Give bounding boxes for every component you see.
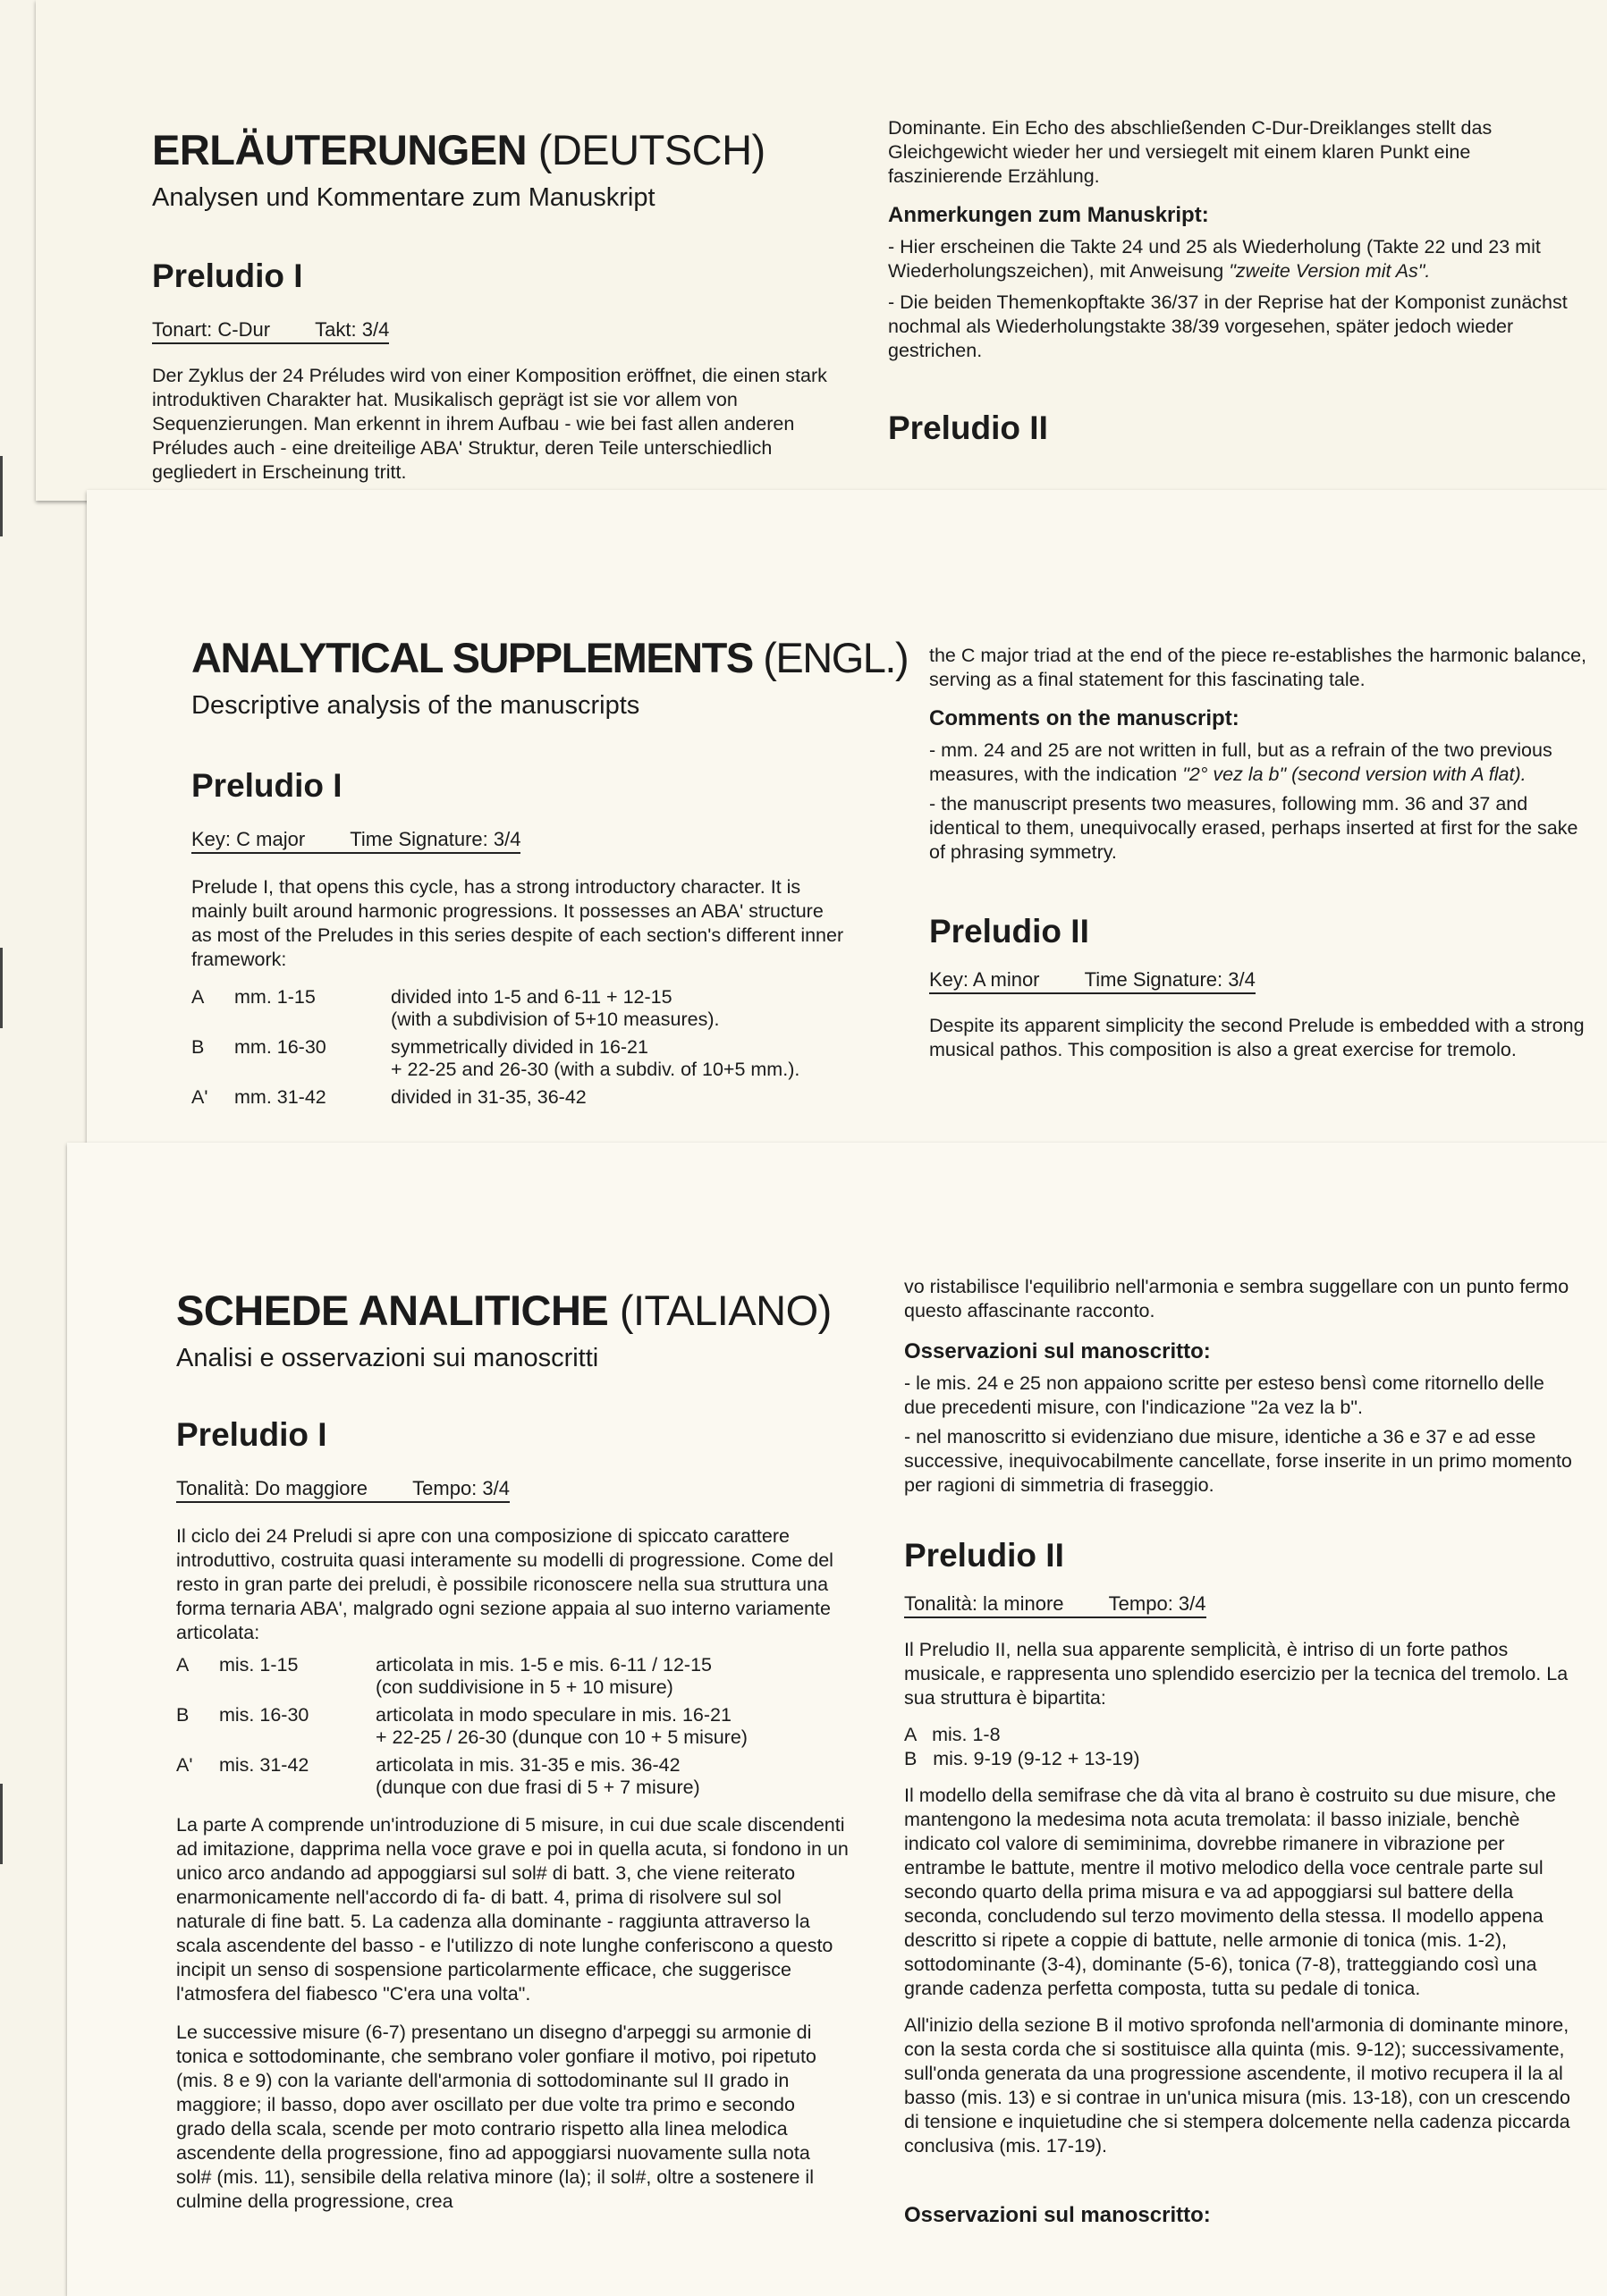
german-note-1-emphasis: "zweite Version mit As". <box>1229 260 1431 282</box>
english-right-paragraph: the C major triad at the end of the piece re-establishes the harmonic balance, serving as a final statement for this fascinating tale. <box>929 645 1586 690</box>
italian-section-desc <box>376 1754 849 1799</box>
english-prelude2-heading: Preludio II <box>929 913 1089 950</box>
italian-section-desc-line2: (dunque con due frasi di 5 + 7 misure) <box>376 1777 700 1798</box>
english-section-label: A' <box>191 1086 208 1108</box>
italian-prelude2-paragraph-2: Il modello della semifrase che dà vita al brano è costruito su due misure, che mantengono la medesima nota acuta tremolata: il basso iniziale, benchè indicato col valore di semiminima, dovrebbe rimanere in vibrazione per entrambe le battute, mentre il motivo melodico della voce centrale parte sul secondo quarto della prima misura e va ad appoggiarsi sul battere della seconda, concludendo sul terzo movimento della stessa. Il modello appena descritto si ripete a coppie di battute, nelle armonie di tonica (mis. 1-2), sottodominante (3-4), dominante (5-6), tonica (7-8), tratteggiando così una grande cadenza perfetta composta, tutta su pedale di tonica. <box>904 1785 1556 1999</box>
italian-section-measures: mis. 16-30 <box>219 1704 309 1726</box>
italian-prelude2-heading: Preludio II <box>904 1537 1064 1574</box>
italian-section-label: A' <box>176 1754 193 1776</box>
english-title-lang: (ENGL.) <box>763 634 909 681</box>
italian-time2: Tempo: 3/4 <box>1108 1592 1206 1615</box>
english-key: Key: C major <box>191 828 306 850</box>
german-note-1 <box>888 235 1590 283</box>
italian-right-column <box>904 1275 1577 2228</box>
german-note-2: - Die beiden Themenkopftakte 36/37 in der Reprise hat der Komponist zunächst nochmal als Wiederholungstakte 38/39 vorgesehen, später jedoch wieder gestrichen. <box>888 291 1568 361</box>
english-intro-paragraph: Prelude I, that opens this cycle, has a strong introductory character. It is mainly built around harmonic progressions. It possesses an ABA' structure as most of the Preludes in this series despite of each section's different inner framework: <box>191 876 844 970</box>
english-section-desc-line2: + 22-25 and 26-30 (with a subdiv. of 10+5 mm.). <box>391 1059 800 1080</box>
english-key2: Key: A minor <box>929 968 1040 991</box>
italian-section-desc <box>376 1704 849 1749</box>
binding-mark <box>0 948 3 1028</box>
english-comment-1-emphasis: "2° vez la b" (second version with A flat). <box>1182 764 1527 785</box>
english-time2: Time Signature: 3/4 <box>1084 968 1256 991</box>
english-section-row <box>191 1036 849 1081</box>
italian-title-lang: (ITALIANO) <box>619 1287 832 1334</box>
english-section-desc-line2: (with a subdivision of 5+10 measures). <box>391 1009 720 1030</box>
italian-section-label: B <box>176 1704 190 1726</box>
italian-obs-1: - le mis. 24 e 25 non appaiono scritte per esteso bensì come ritornello delle due precedenti misure, con l'indicazione "2a vez la b". <box>904 1372 1544 1418</box>
english-section-desc <box>391 1036 849 1081</box>
italian-section-label: A <box>176 1654 190 1676</box>
english-left-column <box>191 633 909 1109</box>
german-notes-heading: Anmerkungen zum Manuskript: <box>888 203 1209 227</box>
italian-subtitle: Analisi e osservazioni sui manoscritti <box>176 1344 599 1372</box>
english-section-measures: mm. 16-30 <box>234 1036 326 1058</box>
english-section-measures: mm. 1-15 <box>234 986 316 1008</box>
english-section-measures: mm. 31-42 <box>234 1086 326 1108</box>
italian-section-desc <box>376 1654 849 1699</box>
german-right-column <box>888 116 1590 447</box>
italian-section-desc-line1: articolata in mis. 1-5 e mis. 6-11 / 12-15 <box>376 1654 713 1676</box>
german-subtitle: Analysen und Kommentare zum Manuskript <box>152 183 655 212</box>
italian-section-desc-line2: + 22-25 / 26-30 (dunque con 10 + 5 misure) <box>376 1726 748 1748</box>
italian-key2-line <box>904 1592 1206 1618</box>
italian-prelude2-structure <box>904 1723 1577 1771</box>
italian-right-paragraph: vo ristabilisce l'equilibrio nell'armonia e sembra suggellare con un punto fermo questo affascinante racconto. <box>904 1276 1569 1321</box>
italian-section-row <box>176 1704 849 1749</box>
english-section-desc-line1: divided into 1-5 and 6-11 + 12-15 <box>391 986 672 1008</box>
english-comment-2: - the manuscript presents two measures, following mm. 36 and 37 and identical to them, unequivocally erased, perhaps inserted at first for the sake of phrasing symmetry. <box>929 793 1578 863</box>
italian-section-measures: mis. 1-15 <box>219 1654 299 1676</box>
english-title-main: ANALYTICAL SUPPLEMENTS <box>191 634 753 681</box>
english-section-desc: divided in 31-35, 36-42 <box>391 1086 587 1108</box>
english-sheet <box>87 490 1607 1143</box>
english-structure-table <box>191 986 849 1109</box>
italian-time: Tempo: 3/4 <box>412 1477 510 1499</box>
italian-section-desc-line2: (con suddivisione in 5 + 10 misure) <box>376 1676 673 1698</box>
italian-obs-2: - nel manoscritto si evidenziano due misure, identiche a 36 e 37 e ad esse successive, inequivocabilmente cancellate, forse inserite in un primo momento per ragioni di simmetria di fraseggio. <box>904 1426 1572 1496</box>
binding-mark <box>0 1784 3 1864</box>
italian-left-column <box>176 1286 849 2214</box>
german-right-paragraph: Dominante. Ein Echo des abschließenden C-Dur-Dreiklanges stellt das Gleichgewicht wieder her und versiegelt mit einem klaren Punkt eine faszinierende Erzählung. <box>888 117 1493 187</box>
italian-section-measures: mis. 31-42 <box>219 1754 309 1776</box>
english-section-row <box>191 1086 849 1109</box>
german-title <box>152 125 858 174</box>
german-key-line <box>152 318 389 344</box>
german-intro-paragraph: Der Zyklus der 24 Préludes wird von einer Komposition eröffnet, die einen stark introduktiven Charakter hat. Musikalisch geprägt ist sie vor allem von Sequenzierungen. Man erkennt in ihrem Aufbau - wie bei fast allen anderen Préludes auch - eine dreiteilige ABA' Struktur, deren Teile unterschiedlich gegliedert in Erscheinung tritt. <box>152 365 827 483</box>
italian-sheet <box>67 1143 1607 2296</box>
english-comment-1 <box>929 739 1586 787</box>
binding-mark <box>0 456 3 536</box>
german-prelude-heading: Preludio I <box>152 257 303 294</box>
german-prelude2-heading: Preludio II <box>888 409 1048 446</box>
italian-section-desc-line1: articolata in mis. 31-35 e mis. 36-42 <box>376 1754 681 1776</box>
italian-key: Tonalità: Do maggiore <box>176 1477 368 1499</box>
english-time: Time Signature: 3/4 <box>350 828 521 850</box>
english-section-label: A <box>191 986 205 1008</box>
english-key-line <box>191 828 520 854</box>
english-section-desc <box>391 986 849 1031</box>
italian-section-row <box>176 1654 849 1699</box>
german-title-lang: (DEUTSCH) <box>537 126 765 173</box>
list-item: A mis. 1-8 <box>904 1724 1001 1745</box>
italian-paragraph-3: Le successive misure (6-7) presentano un disegno d'arpeggi su armonie di tonica e sottodominante, che sembrano voler gonfiare il motivo, poi ripetuto (mis. 8 e 9) con la variante dell'armonia di sottodominante sul II grado in maggiore; il basso, dopo aver oscillato per due volte tra primo e secondo grado della scala, scende per moto contrario rispetto alla linea melodica ascendente della progressione, fino ad appoggiarsi nuovamente sulla nota sol# (mis. 11), sensibile della relativa minore (la); il sol#, oltre a sostenere il culmine della progressione, crea <box>176 2022 816 2212</box>
english-title <box>191 633 909 682</box>
english-prelude-heading: Preludio I <box>191 767 343 804</box>
italian-section-desc-line1: articolata in modo speculare in mis. 16-21 <box>376 1704 732 1726</box>
italian-obs2-heading: Osservazioni sul manoscritto: <box>904 2203 1211 2227</box>
german-time: Takt: 3/4 <box>315 318 390 341</box>
german-left-column <box>152 125 858 485</box>
german-key: Tonart: C-Dur <box>152 318 271 341</box>
italian-title <box>176 1286 849 1335</box>
italian-obs-heading: Osservazioni sul manoscritto: <box>904 1339 1211 1363</box>
english-section-row <box>191 986 849 1031</box>
list-item: B mis. 9-19 (9-12 + 13-19) <box>904 1748 1140 1769</box>
italian-section-row <box>176 1754 849 1799</box>
english-prelude2-paragraph: Despite its apparent simplicity the second Prelude is embedded with a strong musical pathos. This composition is also a great exercise for tremolo. <box>929 1015 1585 1060</box>
italian-intro-paragraph: Il ciclo dei 24 Preludi si apre con una composizione di spiccato carattere introduttivo, costruita quasi interamente su modelli di progressione. Come del resto in gran parte dei preludi, è possibile riconoscere nella sua struttura una forma ternaria ABA', malgrado ogni sezione appaia al suo interno variamente articolata: <box>176 1525 833 1643</box>
german-sheet <box>36 0 1607 501</box>
german-note-1-text: - Hier erscheinen die Takte 24 und 25 als Wiederholung (Takte 22 und 23 mit Wiederholungszeichen), mit Anweisung <box>888 236 1541 282</box>
italian-prelude-heading: Preludio I <box>176 1416 327 1453</box>
english-comment-1-text: - mm. 24 and 25 are not written in full, but as a refrain of the two previous measures, with the indication <box>929 739 1552 785</box>
italian-prelude2-paragraph-1: Il Preludio II, nella sua apparente semplicità, è intriso di un forte pathos musicale, e rappresenta uno splendido esercizio per la tecnica del tremolo. La sua struttura è bipartita: <box>904 1639 1569 1709</box>
english-comments-heading: Comments on the manuscript: <box>929 706 1239 730</box>
english-subtitle: Descriptive analysis of the manuscripts <box>191 691 640 720</box>
italian-prelude2-paragraph-3: All'inizio della sezione B il motivo sprofonda nell'armonia di dominante minore, con la sesta corda che si sostituisce alla quinta (mis. 9-12); successivamente, sull'onda generata da una progressione ascendente, il motivo recupera il la al basso (mis. 13) e si contrae in un'unica misura (mis. 13-18), con un crescendo di tensione e inquietudine che si stempera dolcemente nella cadenza piccarda conclusiva (mis. 17-19). <box>904 2014 1570 2157</box>
english-section-label: B <box>191 1036 205 1058</box>
english-right-column <box>929 644 1586 1062</box>
german-title-main: ERLÄUTERUNGEN <box>152 126 528 173</box>
english-key2-line <box>929 968 1256 994</box>
italian-structure-table <box>176 1654 849 1799</box>
italian-title-main: SCHEDE ANALITICHE <box>176 1287 609 1334</box>
italian-key-line <box>176 1477 510 1503</box>
italian-paragraph-2: La parte A comprende un'introduzione di 5 misure, in cui due scale discendenti ad imitazione, dapprima nella voce grave e poi in quella acuta, si fondono in un unico arco andando ad appoggiarsi sul sol# di batt. 3, che viene reiterato enarmonicamente nell'accordo di fa- di batt. 4, prima di risolvere sul sol naturale di fine batt. 5. La cadenza alla dominante - raggiunta attraverso la scala ascendente del basso - e l'utilizzo di note lunghe conferiscono a questo incipit un senso di sospensione particolarmente efficace, che suggerisce l'atmosfera del fiabesco "C'era una volta". <box>176 1814 849 2005</box>
english-section-desc-line1: symmetrically divided in 16-21 <box>391 1036 648 1058</box>
italian-key2: Tonalità: la minore <box>904 1592 1064 1615</box>
